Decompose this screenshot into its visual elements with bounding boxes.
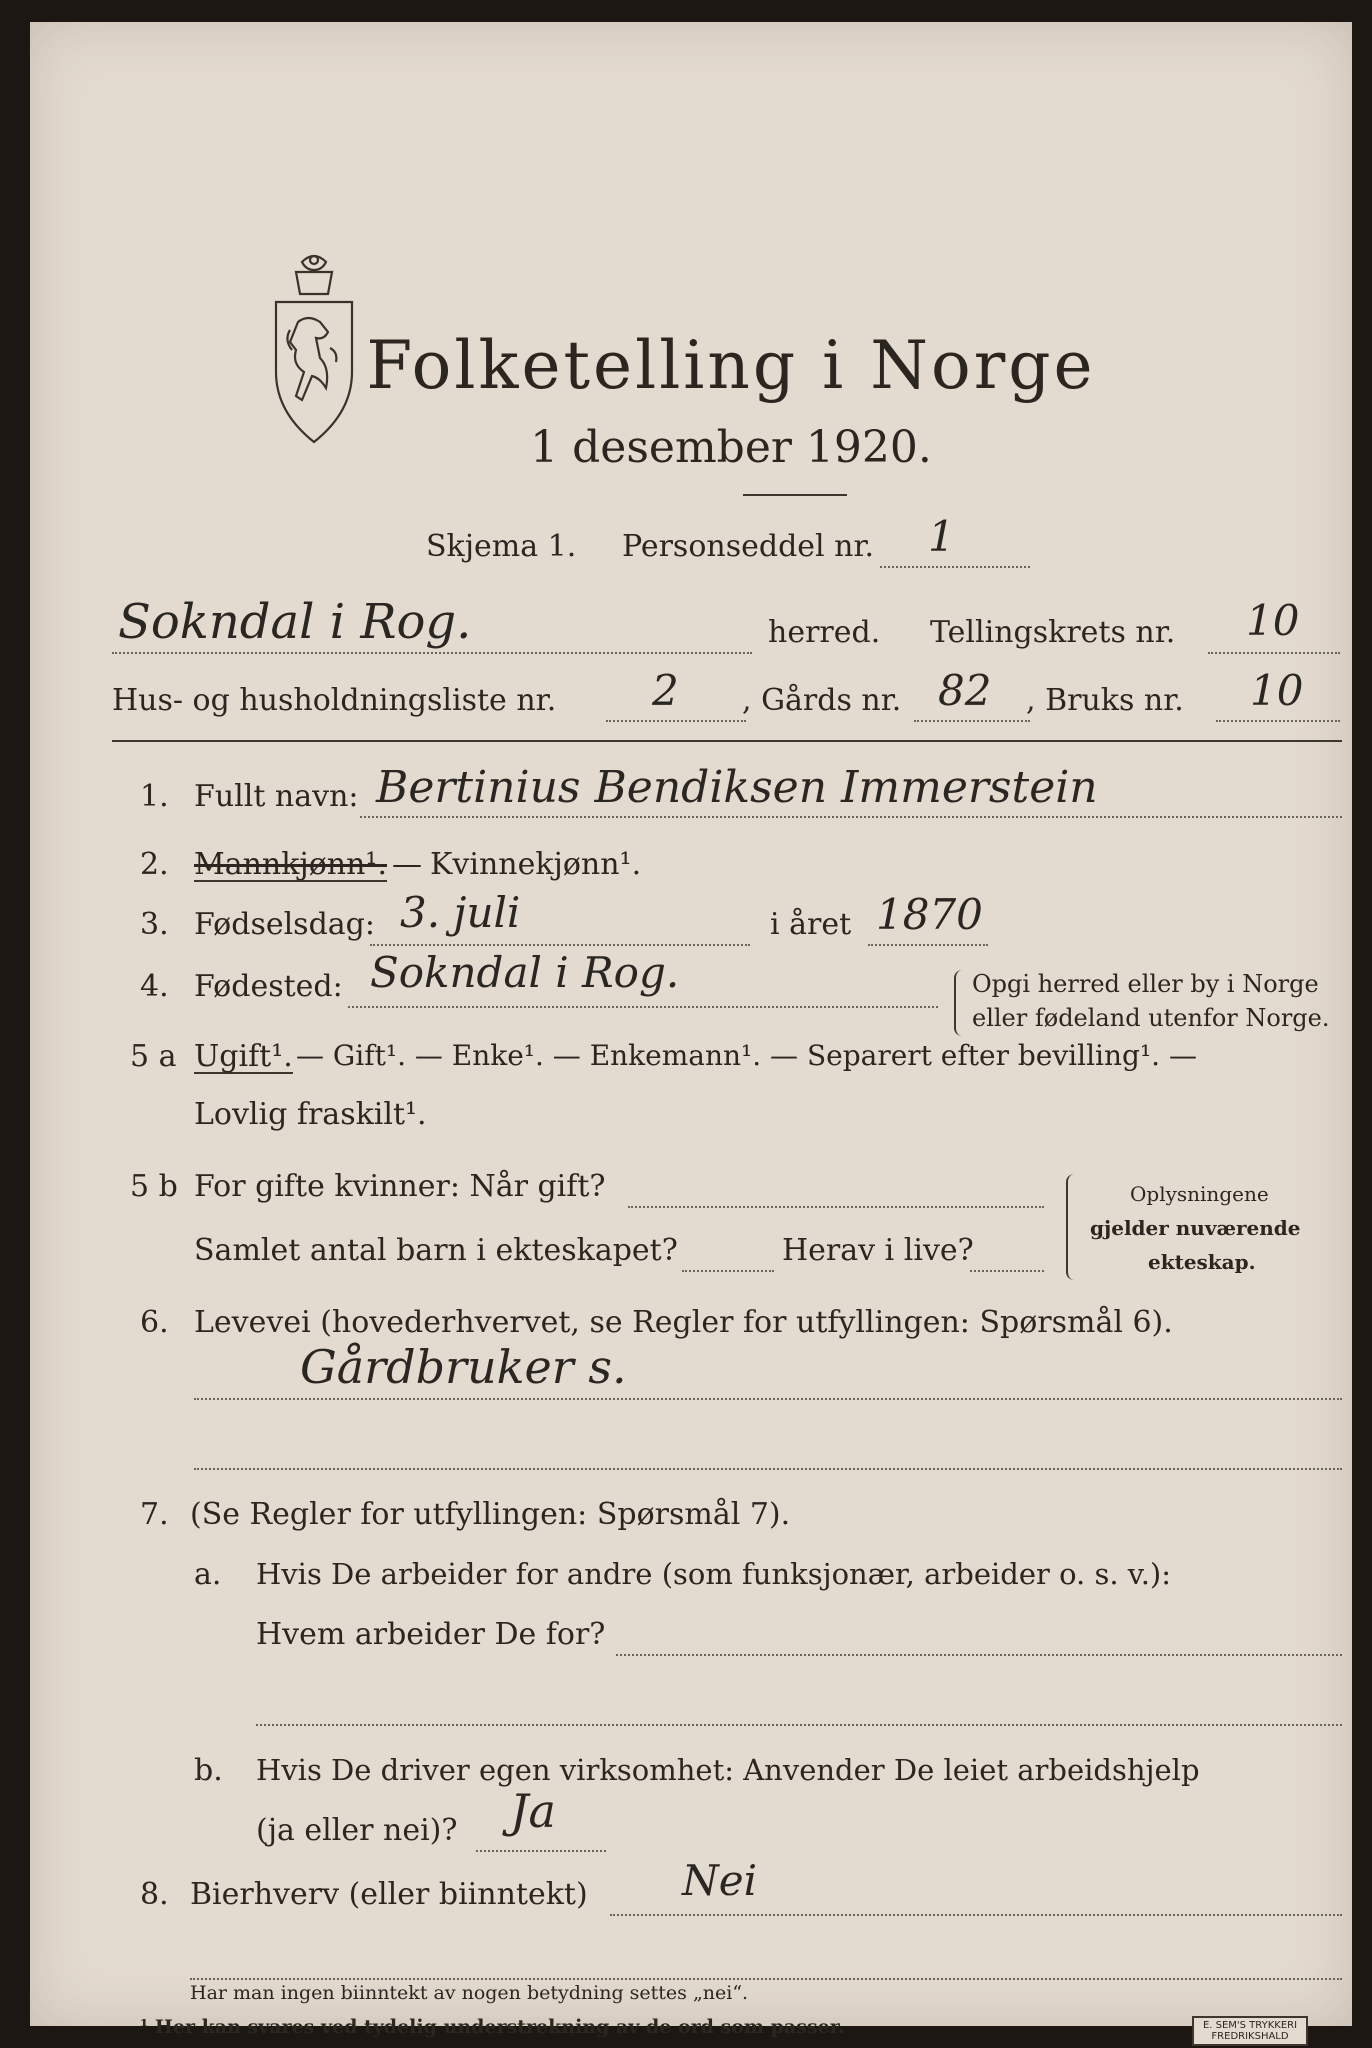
q7b-line xyxy=(476,1850,606,1852)
q2-female-option: Kvinnekjønn¹. xyxy=(430,847,642,882)
q5a-lovlig-fraskilt: Lovlig fraskilt¹. xyxy=(194,1097,427,1132)
q1-line xyxy=(360,816,1342,818)
q7a-line2 xyxy=(256,1724,1342,1726)
q4-note-line2: eller fødeland utenfor Norge. xyxy=(972,1004,1330,1032)
footer-note: Har man ingen biinntekt av nogen betydning settes „nei“. xyxy=(190,1982,749,2004)
q2-separator: — xyxy=(392,847,422,882)
q7b-label: Hvis De driver egen virksomhet: Anvender De leiet arbeidshjelp xyxy=(256,1753,1200,1787)
personseddel-line xyxy=(880,566,1030,568)
q6-number: 6. xyxy=(140,1305,169,1340)
stamp-line1: E. SEM'S TRYKKERI xyxy=(1202,2020,1298,2031)
personseddel-value: 1 xyxy=(928,512,955,561)
q5b-note-line1: Oplysningene xyxy=(1130,1182,1269,1206)
q7a-letter: a. xyxy=(194,1557,222,1592)
herred-value: Sokndal i Rog. xyxy=(118,594,472,650)
gards-label: , Gårds nr. xyxy=(742,683,902,718)
bruks-line xyxy=(1216,720,1340,722)
skjema-label: Skjema 1. xyxy=(426,529,577,564)
q3-value: 3. juli xyxy=(400,888,521,937)
q5b-note-brace xyxy=(1066,1174,1080,1280)
q6-value: Gårdbruker s. xyxy=(300,1340,627,1394)
form-title: Folketelling i Norge xyxy=(366,327,1096,404)
title-divider xyxy=(743,494,847,496)
gards-value: 82 xyxy=(938,666,992,715)
q5b-note-line2: gjelder nuværende xyxy=(1090,1216,1301,1240)
printer-stamp xyxy=(1192,2016,1308,2046)
q4-note-brace xyxy=(954,970,966,1036)
q5a-other-options: — Gift¹. — Enke¹. — Enkemann¹. — Separert efter bevilling¹. — xyxy=(296,1039,1197,1072)
stamp-line2: FREDRIKSHALD xyxy=(1211,2031,1289,2042)
q4-number: 4. xyxy=(140,969,169,1004)
bruks-value: 10 xyxy=(1250,666,1304,715)
q7a-line1 xyxy=(616,1654,1342,1656)
q7a-label2: Hvem arbeider De for? xyxy=(256,1617,606,1652)
q5b-alive-line xyxy=(970,1270,1044,1272)
q3-label: Fødselsdag: xyxy=(194,907,375,942)
q7b-label2: (ja eller nei)? xyxy=(256,1813,458,1848)
q7b-value: Ja xyxy=(510,1784,556,1838)
hus-label: Hus- og husholdningsliste nr. xyxy=(112,683,557,718)
q7b-letter: b. xyxy=(194,1753,223,1788)
bruks-label: , Bruks nr. xyxy=(1026,683,1184,718)
footnote: ¹ Her kan svares ved tydelig understrekning av de ord som passer. xyxy=(140,2016,845,2038)
q4-line xyxy=(348,1006,938,1008)
q7-label: (Se Regler for utfyllingen: Spørsmål 7). xyxy=(190,1497,791,1532)
q5b-married-line xyxy=(628,1206,1044,1208)
q4-value: Sokndal i Rog. xyxy=(370,948,680,997)
q8-label: Bierhverv (eller biinntekt) xyxy=(190,1877,588,1912)
q8-value: Nei xyxy=(682,1856,758,1905)
q1-label: Fullt navn: xyxy=(194,779,359,814)
hus-line xyxy=(606,720,746,722)
q4-note-line1: Opgi herred eller by i Norge xyxy=(972,970,1319,998)
census-form-page xyxy=(30,22,1352,2026)
q3-line xyxy=(370,944,750,946)
herred-line xyxy=(112,652,752,654)
tellingskrets-label: Tellingskrets nr. xyxy=(930,615,1176,650)
hus-value: 2 xyxy=(652,666,679,715)
q5b-number: 5 b xyxy=(130,1169,178,1204)
tellingskrets-value: 10 xyxy=(1246,596,1300,645)
q8-number: 8. xyxy=(140,1877,169,1912)
personseddel-label: Personseddel nr. xyxy=(622,529,875,564)
q3-number: 3. xyxy=(140,907,169,942)
q4-label: Fødested: xyxy=(194,969,343,1004)
q5a-ugift-option: Ugift¹. xyxy=(194,1039,293,1074)
q6-label: Levevei (hovederhvervet, se Regler for utfyllingen: Spørsmål 6). xyxy=(194,1305,1173,1340)
q6-line1 xyxy=(194,1398,1342,1400)
q5b-note-line3: ekteskap. xyxy=(1148,1250,1256,1274)
q5b-label-married: For gifte kvinner: Når gift? xyxy=(194,1169,606,1204)
q3-year-value: 1870 xyxy=(876,890,983,939)
q5a-number: 5 a xyxy=(130,1039,177,1074)
q5b-label-alive: Herav i live? xyxy=(782,1233,974,1268)
header-separator xyxy=(112,740,1342,742)
tellingskrets-line xyxy=(1208,652,1340,654)
q8-line xyxy=(610,1914,1342,1916)
q8-line2 xyxy=(190,1978,1342,1980)
gards-line xyxy=(914,720,1030,722)
form-date: 1 desember 1920. xyxy=(530,422,932,473)
q3-year-line xyxy=(868,944,988,946)
herred-label: herred. xyxy=(768,615,881,650)
q6-line2 xyxy=(194,1468,1342,1470)
q1-value: Bertinius Bendiksen Immerstein xyxy=(376,762,1098,813)
q2-number: 2. xyxy=(140,847,169,882)
q7a-label: Hvis De arbeider for andre (som funksjonær, arbeider o. s. v.): xyxy=(256,1557,1172,1591)
q2-male-option: Mannkjønn¹. xyxy=(194,847,387,882)
q7-number: 7. xyxy=(140,1497,169,1532)
q3-year-label: i året xyxy=(770,907,852,942)
q5b-children-line xyxy=(682,1270,774,1272)
q1-number: 1. xyxy=(140,779,169,814)
q5b-label-children: Samlet antal barn i ekteskapet? xyxy=(194,1233,678,1268)
